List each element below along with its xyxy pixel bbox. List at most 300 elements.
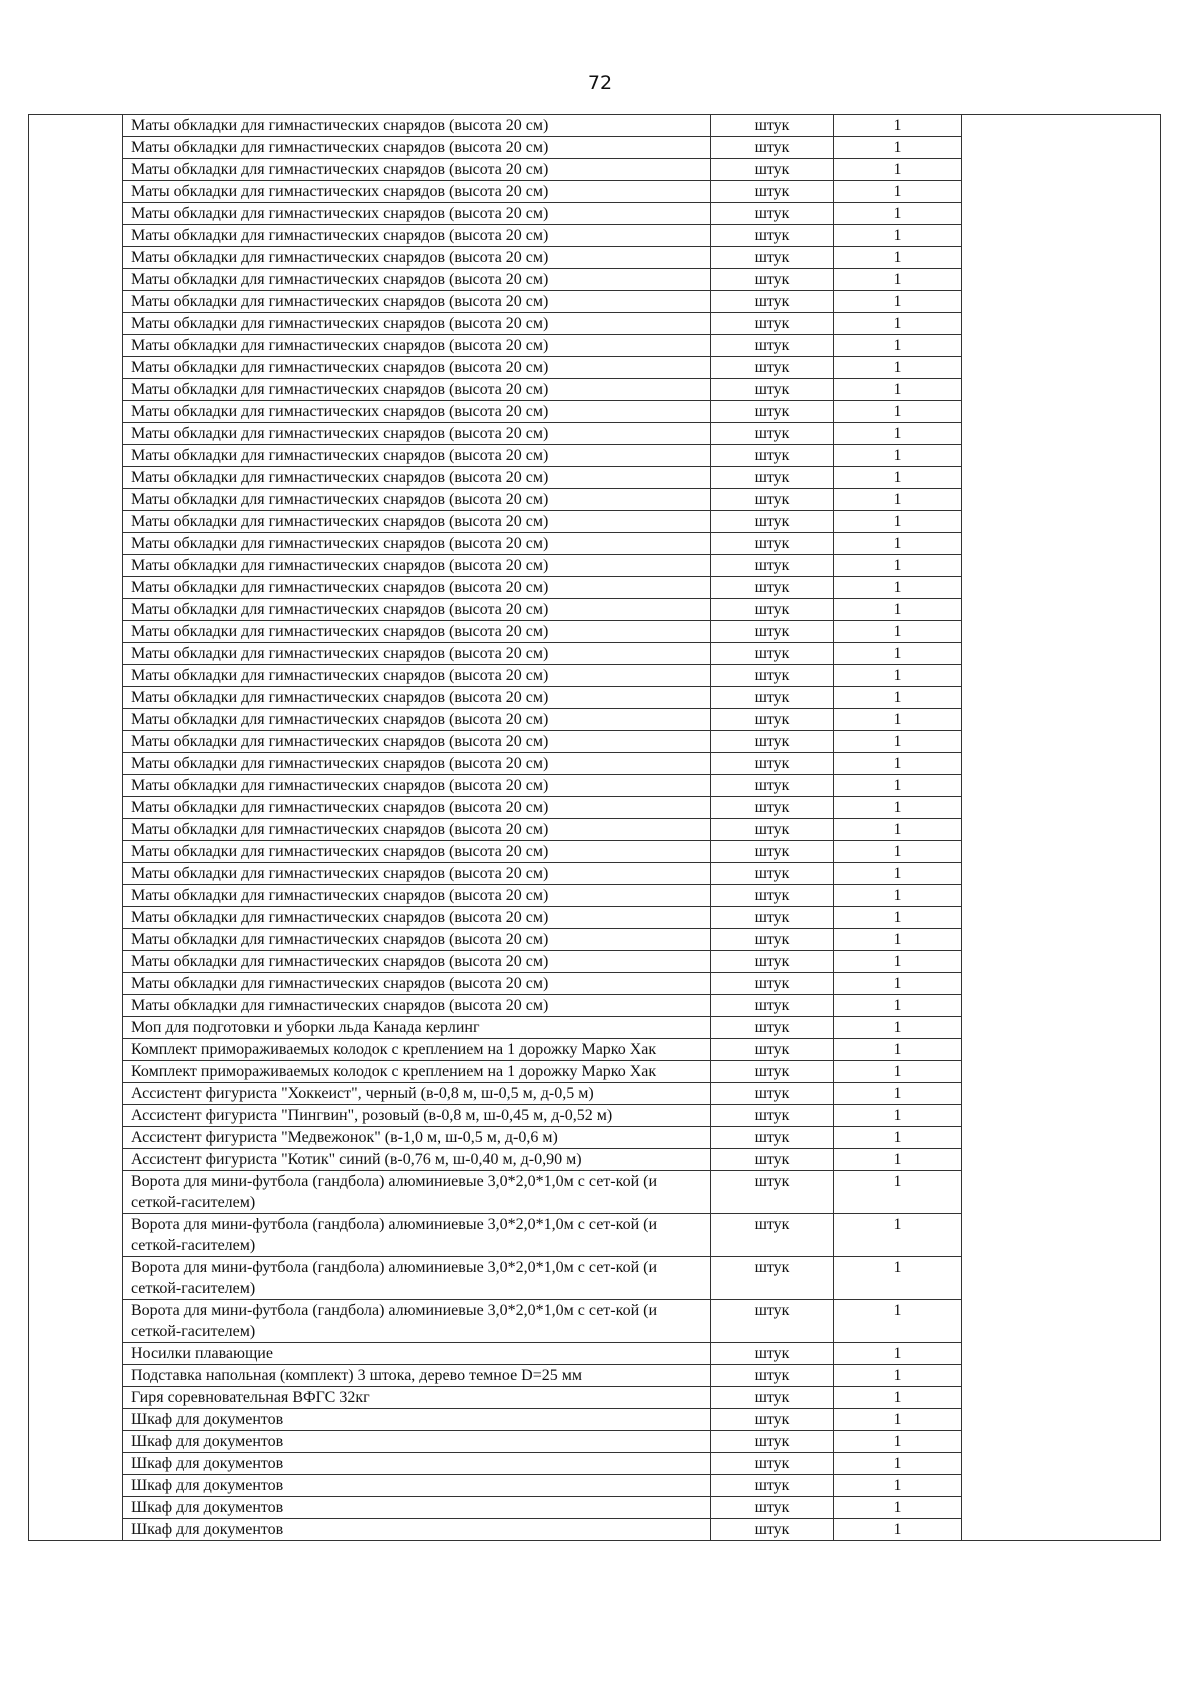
note-cell <box>962 665 1161 687</box>
note-cell <box>962 1039 1161 1061</box>
row-number-cell <box>29 907 123 929</box>
quantity-cell: 1 <box>834 423 962 445</box>
note-cell <box>962 379 1161 401</box>
unit-cell: штук <box>711 753 834 775</box>
unit-cell: штук <box>711 291 834 313</box>
quantity-cell: 1 <box>834 1214 962 1257</box>
row-number-cell <box>29 423 123 445</box>
unit-cell: штук <box>711 203 834 225</box>
item-name-cell: Маты обкладки для гимнастических снарядов (высота 20 см) <box>123 709 711 731</box>
quantity-cell: 1 <box>834 181 962 203</box>
row-number-cell <box>29 621 123 643</box>
table-row <box>29 379 1161 401</box>
note-cell <box>962 797 1161 819</box>
note-cell <box>962 555 1161 577</box>
unit-cell: штук <box>711 995 834 1017</box>
quantity-cell: 1 <box>834 863 962 885</box>
unit-cell: штук <box>711 1409 834 1431</box>
note-cell <box>962 1497 1161 1519</box>
quantity-cell: 1 <box>834 1257 962 1300</box>
row-number-cell <box>29 863 123 885</box>
note-cell <box>962 951 1161 973</box>
note-cell <box>962 621 1161 643</box>
item-name-cell: Шкаф для документов <box>123 1409 711 1431</box>
table-row <box>29 533 1161 555</box>
unit-cell: штук <box>711 973 834 995</box>
table-row <box>29 1519 1161 1541</box>
unit-cell: штук <box>711 533 834 555</box>
table-row <box>29 1343 1161 1365</box>
note-cell <box>962 137 1161 159</box>
item-name-cell: Маты обкладки для гимнастических снарядов (высота 20 см) <box>123 115 711 137</box>
row-number-cell <box>29 137 123 159</box>
quantity-cell: 1 <box>834 1300 962 1343</box>
table-row <box>29 291 1161 313</box>
inventory-table-body <box>29 115 1161 1541</box>
table-row <box>29 775 1161 797</box>
unit-cell: штук <box>711 951 834 973</box>
row-number-cell <box>29 599 123 621</box>
item-name-cell: Маты обкладки для гимнастических снарядов (высота 20 см) <box>123 775 711 797</box>
row-number-cell <box>29 533 123 555</box>
unit-cell: штук <box>711 181 834 203</box>
unit-cell: штук <box>711 687 834 709</box>
row-number-cell <box>29 885 123 907</box>
row-number-cell <box>29 357 123 379</box>
note-cell <box>962 643 1161 665</box>
row-number-cell <box>29 1083 123 1105</box>
inventory-table <box>28 114 1161 1541</box>
item-name-cell: Носилки плавающие <box>123 1343 711 1365</box>
quantity-cell: 1 <box>834 643 962 665</box>
note-cell <box>962 1300 1161 1343</box>
item-name-cell: Маты обкладки для гимнастических снарядов (высота 20 см) <box>123 467 711 489</box>
quantity-cell: 1 <box>834 665 962 687</box>
item-name-cell: Маты обкладки для гимнастических снарядов (высота 20 см) <box>123 555 711 577</box>
row-number-cell <box>29 401 123 423</box>
quantity-cell: 1 <box>834 1149 962 1171</box>
row-number-cell <box>29 841 123 863</box>
table-row <box>29 1061 1161 1083</box>
unit-cell: штук <box>711 1127 834 1149</box>
table-row <box>29 247 1161 269</box>
quantity-cell: 1 <box>834 1061 962 1083</box>
row-number-cell <box>29 1365 123 1387</box>
note-cell <box>962 1214 1161 1257</box>
unit-cell: штук <box>711 1257 834 1300</box>
unit-cell: штук <box>711 137 834 159</box>
table-row <box>29 313 1161 335</box>
quantity-cell: 1 <box>834 489 962 511</box>
item-name-cell: Подставка напольная (комплект) 3 штока, дерево темное D=25 мм <box>123 1365 711 1387</box>
note-cell <box>962 181 1161 203</box>
table-row <box>29 1171 1161 1214</box>
note-cell <box>962 423 1161 445</box>
note-cell <box>962 995 1161 1017</box>
row-number-cell <box>29 1475 123 1497</box>
table-row <box>29 137 1161 159</box>
item-name-cell: Моп для подготовки и уборки льда Канада керлинг <box>123 1017 711 1039</box>
quantity-cell: 1 <box>834 1105 962 1127</box>
table-row <box>29 1257 1161 1300</box>
unit-cell: штук <box>711 269 834 291</box>
quantity-cell: 1 <box>834 533 962 555</box>
unit-cell: штук <box>711 643 834 665</box>
item-name-cell: Комплект примораживаемых колодок с креплением на 1 дорожку Марко Хак <box>123 1039 711 1061</box>
note-cell <box>962 203 1161 225</box>
note-cell <box>962 775 1161 797</box>
page-number: 72 <box>587 72 613 94</box>
row-number-cell <box>29 1105 123 1127</box>
table-row <box>29 269 1161 291</box>
row-number-cell <box>29 709 123 731</box>
item-name-cell: Маты обкладки для гимнастических снарядов (высота 20 см) <box>123 599 711 621</box>
note-cell <box>962 885 1161 907</box>
item-name-cell: Маты обкладки для гимнастических снарядов (высота 20 см) <box>123 445 711 467</box>
note-cell <box>962 445 1161 467</box>
row-number-cell <box>29 1149 123 1171</box>
row-number-cell <box>29 1257 123 1300</box>
unit-cell: штук <box>711 599 834 621</box>
quantity-cell: 1 <box>834 929 962 951</box>
unit-cell: штук <box>711 1061 834 1083</box>
table-row <box>29 599 1161 621</box>
inventory-table-wrapper <box>28 114 1161 1541</box>
note-cell <box>962 907 1161 929</box>
table-row <box>29 1497 1161 1519</box>
note-cell <box>962 115 1161 137</box>
item-name-cell: Маты обкладки для гимнастических снарядов (высота 20 см) <box>123 863 711 885</box>
unit-cell: штук <box>711 555 834 577</box>
note-cell <box>962 225 1161 247</box>
row-number-cell <box>29 819 123 841</box>
note-cell <box>962 335 1161 357</box>
table-row <box>29 687 1161 709</box>
note-cell <box>962 1387 1161 1409</box>
row-number-cell <box>29 1039 123 1061</box>
quantity-cell: 1 <box>834 797 962 819</box>
quantity-cell: 1 <box>834 1519 962 1541</box>
item-name-cell: Маты обкладки для гимнастических снарядов (высота 20 см) <box>123 951 711 973</box>
unit-cell: штук <box>711 1149 834 1171</box>
unit-cell: штук <box>711 775 834 797</box>
unit-cell: штук <box>711 115 834 137</box>
unit-cell: штук <box>711 1519 834 1541</box>
table-row <box>29 489 1161 511</box>
row-number-cell <box>29 1387 123 1409</box>
unit-cell: штук <box>711 929 834 951</box>
table-row <box>29 203 1161 225</box>
item-name-cell: Маты обкладки для гимнастических снарядов (высота 20 см) <box>123 533 711 555</box>
item-name-cell: Маты обкладки для гимнастических снарядов (высота 20 см) <box>123 137 711 159</box>
item-name-cell: Маты обкладки для гимнастических снарядов (высота 20 см) <box>123 995 711 1017</box>
quantity-cell: 1 <box>834 951 962 973</box>
table-row <box>29 159 1161 181</box>
table-row <box>29 181 1161 203</box>
quantity-cell: 1 <box>834 313 962 335</box>
quantity-cell: 1 <box>834 599 962 621</box>
quantity-cell: 1 <box>834 247 962 269</box>
note-cell <box>962 753 1161 775</box>
row-number-cell <box>29 1519 123 1541</box>
table-row <box>29 621 1161 643</box>
unit-cell: штук <box>711 1431 834 1453</box>
note-cell <box>962 1127 1161 1149</box>
row-number-cell <box>29 159 123 181</box>
note-cell <box>962 269 1161 291</box>
table-row <box>29 1453 1161 1475</box>
quantity-cell: 1 <box>834 357 962 379</box>
unit-cell: штук <box>711 709 834 731</box>
item-name-cell: Маты обкладки для гимнастических снарядов (высота 20 см) <box>123 401 711 423</box>
note-cell <box>962 1409 1161 1431</box>
quantity-cell: 1 <box>834 885 962 907</box>
row-number-cell <box>29 291 123 313</box>
table-row <box>29 1127 1161 1149</box>
row-number-cell <box>29 511 123 533</box>
row-number-cell <box>29 1061 123 1083</box>
table-row <box>29 973 1161 995</box>
table-row <box>29 467 1161 489</box>
note-cell <box>962 159 1161 181</box>
item-name-cell: Маты обкладки для гимнастических снарядов (высота 20 см) <box>123 225 711 247</box>
quantity-cell: 1 <box>834 1475 962 1497</box>
quantity-cell: 1 <box>834 225 962 247</box>
unit-cell: штук <box>711 247 834 269</box>
note-cell <box>962 1519 1161 1541</box>
item-name-cell: Шкаф для документов <box>123 1475 711 1497</box>
table-row <box>29 555 1161 577</box>
quantity-cell: 1 <box>834 1365 962 1387</box>
table-row <box>29 423 1161 445</box>
unit-cell: штук <box>711 1497 834 1519</box>
row-number-cell <box>29 247 123 269</box>
quantity-cell: 1 <box>834 1083 962 1105</box>
quantity-cell: 1 <box>834 467 962 489</box>
row-number-cell <box>29 1300 123 1343</box>
quantity-cell: 1 <box>834 1497 962 1519</box>
quantity-cell: 1 <box>834 445 962 467</box>
quantity-cell: 1 <box>834 115 962 137</box>
note-cell <box>962 577 1161 599</box>
note-cell <box>962 313 1161 335</box>
note-cell <box>962 929 1161 951</box>
unit-cell: штук <box>711 1171 834 1214</box>
item-name-cell: Маты обкладки для гимнастических снарядов (высота 20 см) <box>123 687 711 709</box>
quantity-cell: 1 <box>834 621 962 643</box>
table-row <box>29 1105 1161 1127</box>
table-row <box>29 115 1161 137</box>
note-cell <box>962 1343 1161 1365</box>
row-number-cell <box>29 1431 123 1453</box>
quantity-cell: 1 <box>834 1039 962 1061</box>
unit-cell: штук <box>711 665 834 687</box>
unit-cell: штук <box>711 313 834 335</box>
unit-cell: штук <box>711 1343 834 1365</box>
unit-cell: штук <box>711 863 834 885</box>
row-number-cell <box>29 1127 123 1149</box>
row-number-cell <box>29 1017 123 1039</box>
item-name-cell: Маты обкладки для гимнастических снарядов (высота 20 см) <box>123 357 711 379</box>
row-number-cell <box>29 1453 123 1475</box>
item-name-cell: Маты обкладки для гимнастических снарядов (высота 20 см) <box>123 753 711 775</box>
unit-cell: штук <box>711 159 834 181</box>
item-name-cell: Маты обкладки для гимнастических снарядов (высота 20 см) <box>123 885 711 907</box>
unit-cell: штук <box>711 1365 834 1387</box>
item-name-cell: Ворота для мини-футбола (гандбола) алюминиевые 3,0*2,0*1,0м с сет-кой (и сеткой-гасителем) <box>123 1257 711 1300</box>
table-row <box>29 335 1161 357</box>
quantity-cell: 1 <box>834 731 962 753</box>
row-number-cell <box>29 995 123 1017</box>
item-name-cell: Маты обкладки для гимнастических снарядов (высота 20 см) <box>123 335 711 357</box>
quantity-cell: 1 <box>834 907 962 929</box>
item-name-cell: Ворота для мини-футбола (гандбола) алюминиевые 3,0*2,0*1,0м с сет-кой (и сеткой-гасителем) <box>123 1300 711 1343</box>
item-name-cell: Маты обкладки для гимнастических снарядов (высота 20 см) <box>123 313 711 335</box>
item-name-cell: Маты обкладки для гимнастических снарядов (высота 20 см) <box>123 929 711 951</box>
table-row <box>29 1017 1161 1039</box>
row-number-cell <box>29 797 123 819</box>
quantity-cell: 1 <box>834 577 962 599</box>
note-cell <box>962 1475 1161 1497</box>
item-name-cell: Маты обкладки для гимнастических снарядов (высота 20 см) <box>123 247 711 269</box>
quantity-cell: 1 <box>834 1431 962 1453</box>
item-name-cell: Маты обкладки для гимнастических снарядов (высота 20 см) <box>123 643 711 665</box>
unit-cell: штук <box>711 357 834 379</box>
quantity-cell: 1 <box>834 753 962 775</box>
row-number-cell <box>29 687 123 709</box>
row-number-cell <box>29 555 123 577</box>
quantity-cell: 1 <box>834 379 962 401</box>
quantity-cell: 1 <box>834 335 962 357</box>
item-name-cell: Гиря соревновательная ВФГС 32кг <box>123 1387 711 1409</box>
note-cell <box>962 489 1161 511</box>
row-number-cell <box>29 335 123 357</box>
row-number-cell <box>29 929 123 951</box>
table-row <box>29 511 1161 533</box>
table-row <box>29 841 1161 863</box>
table-row <box>29 1387 1161 1409</box>
unit-cell: штук <box>711 1453 834 1475</box>
quantity-cell: 1 <box>834 841 962 863</box>
quantity-cell: 1 <box>834 1343 962 1365</box>
item-name-cell: Маты обкладки для гимнастических снарядов (высота 20 см) <box>123 841 711 863</box>
note-cell <box>962 973 1161 995</box>
unit-cell: штук <box>711 467 834 489</box>
note-cell <box>962 709 1161 731</box>
unit-cell: штук <box>711 577 834 599</box>
quantity-cell: 1 <box>834 555 962 577</box>
quantity-cell: 1 <box>834 709 962 731</box>
quantity-cell: 1 <box>834 1171 962 1214</box>
note-cell <box>962 1017 1161 1039</box>
note-cell <box>962 511 1161 533</box>
note-cell <box>962 599 1161 621</box>
unit-cell: штук <box>711 1387 834 1409</box>
note-cell <box>962 467 1161 489</box>
quantity-cell: 1 <box>834 1453 962 1475</box>
note-cell <box>962 533 1161 555</box>
unit-cell: штук <box>711 731 834 753</box>
row-number-cell <box>29 489 123 511</box>
table-row <box>29 1409 1161 1431</box>
row-number-cell <box>29 1343 123 1365</box>
quantity-cell: 1 <box>834 137 962 159</box>
unit-cell: штук <box>711 489 834 511</box>
unit-cell: штук <box>711 1017 834 1039</box>
item-name-cell: Маты обкладки для гимнастических снарядов (высота 20 см) <box>123 159 711 181</box>
quantity-cell: 1 <box>834 775 962 797</box>
item-name-cell: Маты обкладки для гимнастических снарядов (высота 20 см) <box>123 819 711 841</box>
note-cell <box>962 357 1161 379</box>
table-row <box>29 225 1161 247</box>
table-row <box>29 401 1161 423</box>
row-number-cell <box>29 775 123 797</box>
table-row <box>29 643 1161 665</box>
row-number-cell <box>29 643 123 665</box>
note-cell <box>962 1171 1161 1214</box>
quantity-cell: 1 <box>834 995 962 1017</box>
row-number-cell <box>29 269 123 291</box>
unit-cell: штук <box>711 335 834 357</box>
row-number-cell <box>29 181 123 203</box>
row-number-cell <box>29 203 123 225</box>
unit-cell: штук <box>711 885 834 907</box>
note-cell <box>962 401 1161 423</box>
row-number-cell <box>29 1409 123 1431</box>
note-cell <box>962 687 1161 709</box>
unit-cell: штук <box>711 1214 834 1257</box>
unit-cell: штук <box>711 1105 834 1127</box>
note-cell <box>962 1149 1161 1171</box>
unit-cell: штук <box>711 511 834 533</box>
unit-cell: штук <box>711 401 834 423</box>
table-row <box>29 445 1161 467</box>
quantity-cell: 1 <box>834 1017 962 1039</box>
note-cell <box>962 1453 1161 1475</box>
table-row <box>29 1039 1161 1061</box>
item-name-cell: Ассистент фигуриста "Пингвин", розовый (в-0,8 м, ш-0,45 м, д-0,52 м) <box>123 1105 711 1127</box>
unit-cell: штук <box>711 797 834 819</box>
table-row <box>29 929 1161 951</box>
table-row <box>29 885 1161 907</box>
row-number-cell <box>29 731 123 753</box>
table-row <box>29 709 1161 731</box>
item-name-cell: Шкаф для документов <box>123 1431 711 1453</box>
row-number-cell <box>29 973 123 995</box>
note-cell <box>962 291 1161 313</box>
row-number-cell <box>29 379 123 401</box>
item-name-cell: Маты обкладки для гимнастических снарядов (высота 20 см) <box>123 423 711 445</box>
note-cell <box>962 1083 1161 1105</box>
quantity-cell: 1 <box>834 401 962 423</box>
quantity-cell: 1 <box>834 203 962 225</box>
item-name-cell: Шкаф для документов <box>123 1497 711 1519</box>
item-name-cell: Ассистент фигуриста "Медвежонок" (в-1,0 м, ш-0,5 м, д-0,6 м) <box>123 1127 711 1149</box>
unit-cell: штук <box>711 1475 834 1497</box>
item-name-cell: Маты обкладки для гимнастических снарядов (высота 20 см) <box>123 489 711 511</box>
row-number-cell <box>29 1497 123 1519</box>
note-cell <box>962 819 1161 841</box>
unit-cell: штук <box>711 1083 834 1105</box>
unit-cell: штук <box>711 841 834 863</box>
item-name-cell: Маты обкладки для гимнастических снарядов (высота 20 см) <box>123 181 711 203</box>
unit-cell: штук <box>711 423 834 445</box>
quantity-cell: 1 <box>834 1127 962 1149</box>
row-number-cell <box>29 577 123 599</box>
table-row <box>29 665 1161 687</box>
item-name-cell: Маты обкладки для гимнастических снарядов (высота 20 см) <box>123 621 711 643</box>
item-name-cell: Маты обкладки для гимнастических снарядов (высота 20 см) <box>123 511 711 533</box>
